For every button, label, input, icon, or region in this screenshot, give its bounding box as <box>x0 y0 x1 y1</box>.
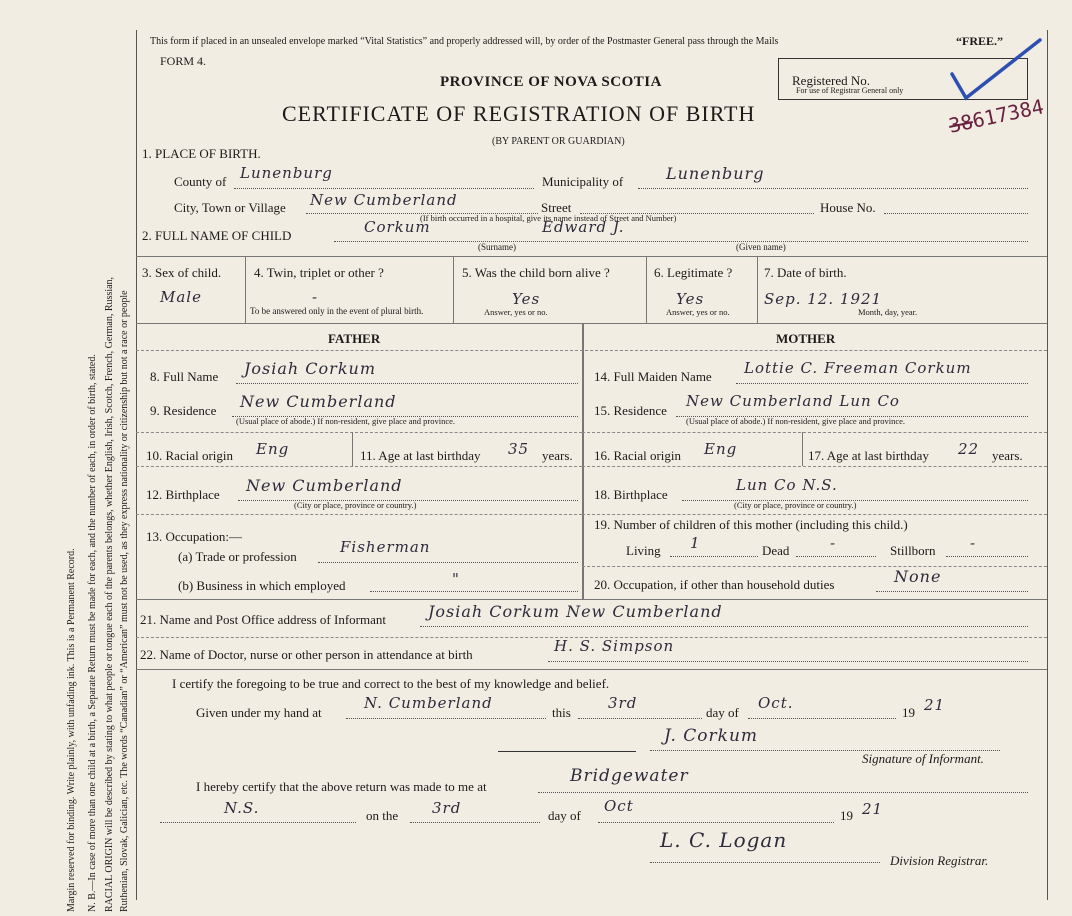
given-place-value: N. Cumberland <box>364 694 493 712</box>
born-alive-value: Yes <box>512 290 541 308</box>
registrar-signature: L. C. Logan <box>660 828 788 852</box>
mother-name-line <box>736 383 1028 384</box>
born-alive-label: 5. Was the child born alive ? <box>462 265 610 280</box>
registrar-statement: I hereby certify that the above return was made to me at <box>196 779 487 794</box>
registrar-province: N.S. <box>224 799 260 817</box>
father-name-line <box>236 383 578 384</box>
day-line <box>578 718 702 719</box>
father-row-rule-2 <box>136 466 582 467</box>
surname-caption: (Surname) <box>478 242 516 252</box>
row-3-div-2 <box>453 256 454 323</box>
house-number-label: House No. <box>820 200 876 215</box>
date-of-birth-note: Month, day, year. <box>858 307 918 317</box>
margin-note-binding: Margin reserved for binding. Write plainly, with unfading ink. This is a Permanent Record. <box>66 548 77 912</box>
municipality-value: Lunenburg <box>666 164 765 183</box>
this-label: this <box>552 705 571 720</box>
province-heading: PROVINCE OF NOVA SCOTIA <box>440 74 662 90</box>
registered-number-note: For use of Registrar General only <box>796 86 904 95</box>
signature-line <box>498 751 636 752</box>
mother-name-label: 14. Full Maiden Name <box>594 369 712 384</box>
mother-birthplace-label: 18. Birthplace <box>594 487 668 502</box>
doctor-line <box>548 661 1028 662</box>
municipality-label: Municipality of <box>542 174 624 189</box>
row-3-top <box>136 256 1047 257</box>
living-label: Living <box>626 543 661 558</box>
father-residence-value: New Cumberland <box>240 392 397 411</box>
father-row-rule-3 <box>136 514 582 515</box>
registrar-place: Bridgewater <box>570 766 689 786</box>
father-occupation-label: 13. Occupation:— <box>146 529 243 544</box>
mother-racial-value: Eng <box>704 440 738 458</box>
right-border <box>1047 30 1048 900</box>
father-residence-note: (Usual place of abode.) If non-resident, give place and province. <box>236 416 456 426</box>
sex-value: Male <box>160 288 202 306</box>
row-3-div-3 <box>646 256 647 323</box>
informant-signature-caption: Signature of Informant. <box>862 751 984 766</box>
registrar-province-line <box>160 822 356 823</box>
mother-residence-note: (Usual place of abode.) If non-resident, give place and province. <box>686 416 906 426</box>
margin-note-racial-origin-2: Ruthenian, Slovak, Galician, etc. The words “Canadian” or “American” must not be used, as they express nationality or citizenship but not a race or people <box>119 290 130 912</box>
mother-occupation-value: None <box>894 567 942 586</box>
father-racial-value: Eng <box>256 440 290 458</box>
registrar-caption: Division Registrar. <box>890 853 989 868</box>
given-under-label: Given under my hand at <box>196 705 322 720</box>
father-trade-label: (a) Trade or profession <box>178 549 297 564</box>
mother-occupation-label: 20. Occupation, if other than household duties <box>594 577 835 592</box>
mother-row-rule-1 <box>582 432 1047 433</box>
given-place-line <box>346 718 546 719</box>
registrar-place-line <box>538 792 1028 793</box>
child-given-name: Edward J. <box>542 218 625 236</box>
date-of-birth-value: Sep. 12. 1921 <box>764 290 883 308</box>
certify-statement: I certify the foregoing to be true and correct to the best of my knowledge and belief. <box>172 676 610 691</box>
mother-heading: MOTHER <box>776 331 836 346</box>
father-birthplace-value: New Cumberland <box>246 476 403 495</box>
father-residence-label: 9. Residence <box>150 403 217 418</box>
father-business-value: " <box>452 570 460 588</box>
mother-name-value: Lottie C. Freeman Corkum <box>744 359 972 377</box>
house-number-line <box>884 213 1028 214</box>
father-name-value: Josiah Corkum <box>244 359 376 378</box>
mother-children-label: 19. Number of children of this mother (including this child.) <box>594 517 908 532</box>
row-3-bottom <box>136 323 1047 324</box>
municipality-line <box>638 188 1028 189</box>
on-the-label: on the <box>366 808 399 823</box>
day-of-label: day of <box>706 705 739 720</box>
city-value: New Cumberland <box>310 191 458 209</box>
given-name-caption: (Given name) <box>736 242 786 252</box>
legitimate-note: Answer, yes or no. <box>666 307 730 317</box>
father-trade-line <box>318 562 578 563</box>
informant-label: 21. Name and Post Office address of Informant <box>140 612 386 627</box>
stillborn-line <box>946 556 1028 557</box>
street-label: Street <box>541 200 572 215</box>
father-age-label: 11. Age at last birthday <box>360 448 481 463</box>
twin-note: To be answered only in the event of plural birth. <box>250 306 424 316</box>
mother-racial-divider <box>802 432 803 466</box>
row-3-div-4 <box>757 256 758 323</box>
doctor-rule <box>136 669 1047 670</box>
sex-label: 3. Sex of child. <box>142 265 222 280</box>
year-value: 21 <box>924 696 946 714</box>
margin-note-separate-return: N. B.—In case of more than one child at a birth, a Separate Return must be made for each, and the number of each, in order of birth, stated. <box>87 354 98 912</box>
father-racial-divider <box>352 432 353 466</box>
father-heading: FATHER <box>328 331 381 346</box>
mother-age-label: 17. Age at last birthday <box>808 448 929 463</box>
father-row-rule-1 <box>136 432 582 433</box>
hospital-note: (If birth occurred in a hospital, give its name instead of Street and Number) <box>420 213 677 223</box>
father-birthplace-note: (City or place, province or country.) <box>294 500 417 510</box>
stillborn-value: - <box>970 534 977 552</box>
parents-divider <box>582 323 584 599</box>
twin-value: - <box>312 288 319 306</box>
mother-birthplace-value: Lun Co N.S. <box>736 476 838 494</box>
child-name-line <box>334 241 1028 242</box>
city-label: City, Town or Village <box>174 200 286 215</box>
father-years-label: years. <box>542 448 573 463</box>
informant-line <box>420 626 1028 627</box>
mother-occupation-line <box>876 591 1028 592</box>
county-label: County of <box>174 174 227 189</box>
mail-notice: This form if placed in an unsealed envelope marked “Vital Statistics” and properly addressed will, by order of the Postmaster General pass through the Mails <box>150 36 779 47</box>
father-age-value: 35 <box>508 440 530 458</box>
mother-racial-label: 16. Racial origin <box>594 448 682 463</box>
informant-signature: J. Corkum <box>664 726 759 746</box>
registrar-signature-line <box>650 862 880 863</box>
dead-value: - <box>830 534 837 552</box>
certificate-subtitle: (BY PARENT OR GUARDIAN) <box>492 136 625 147</box>
mother-row-rule-4 <box>582 566 1047 567</box>
month-line <box>748 718 896 719</box>
doctor-label: 22. Name of Doctor, nurse or other person in attendance at birth <box>140 647 473 662</box>
dead-label: Dead <box>762 543 790 558</box>
father-business-label: (b) Business in which employed <box>178 578 346 593</box>
reg-month-value: Oct <box>604 797 634 815</box>
living-line <box>670 556 758 557</box>
date-of-birth-label: 7. Date of birth. <box>764 265 847 280</box>
reg-year-value: 21 <box>862 800 884 818</box>
certificate-title: CERTIFICATE OF REGISTRATION OF BIRTH <box>282 101 756 126</box>
child-name-label: 2. FULL NAME OF CHILD <box>142 228 292 243</box>
mother-age-value: 22 <box>958 440 980 458</box>
informant-value: Josiah Corkum New Cumberland <box>428 602 723 621</box>
child-surname: Corkum <box>364 218 431 236</box>
parents-bottom-rule <box>136 599 1047 600</box>
father-business-line <box>370 591 578 592</box>
father-name-label: 8. Full Name <box>150 369 219 384</box>
reg-day-value: 3rd <box>432 799 462 817</box>
stamp-number: 38617384 <box>946 94 1046 138</box>
row-3-div-1 <box>245 256 246 323</box>
left-border <box>136 30 137 900</box>
doctor-value: H. S. Simpson <box>554 637 675 655</box>
stillborn-label: Stillborn <box>890 543 936 558</box>
mother-residence-label: 15. Residence <box>594 403 667 418</box>
day-value: 3rd <box>608 694 638 712</box>
legitimate-value: Yes <box>676 290 705 308</box>
registered-number-label: Registered No. <box>792 73 870 88</box>
free-label: “FREE.” <box>956 34 1004 48</box>
reg-year-prefix: 19 <box>840 808 853 823</box>
form-number: FORM 4. <box>160 54 207 68</box>
living-value: 1 <box>690 534 701 552</box>
born-alive-note: Answer, yes or no. <box>484 307 548 317</box>
mother-birthplace-note: (City or place, province or country.) <box>734 500 857 510</box>
heading-rule <box>136 350 1047 351</box>
twin-label: 4. Twin, triplet or other ? <box>254 265 384 280</box>
mother-row-rule-3 <box>582 514 1047 515</box>
father-trade-value: Fisherman <box>340 538 431 556</box>
legitimate-label: 6. Legitimate ? <box>654 265 733 280</box>
reg-month-line <box>598 822 834 823</box>
father-racial-label: 10. Racial origin <box>146 448 234 463</box>
margin-note-racial-origin: RACIAL ORIGIN will be described by stating to what people or tongue each of the parents belongs, whether English, Irish, Scotch, French, German, Russian, <box>104 276 115 912</box>
mother-years-label: years. <box>992 448 1023 463</box>
county-line <box>234 188 534 189</box>
reg-day-of-label: day of <box>548 808 581 823</box>
reg-day-line <box>410 822 540 823</box>
year-prefix: 19 <box>902 705 915 720</box>
dead-line <box>796 556 876 557</box>
father-birthplace-label: 12. Birthplace <box>146 487 220 502</box>
county-value: Lunenburg <box>240 164 333 182</box>
mother-row-rule-2 <box>582 466 1047 467</box>
mother-residence-value: New Cumberland Lun Co <box>686 392 900 410</box>
month-value: Oct. <box>758 694 794 712</box>
place-of-birth-heading: 1. PLACE OF BIRTH. <box>142 146 261 161</box>
